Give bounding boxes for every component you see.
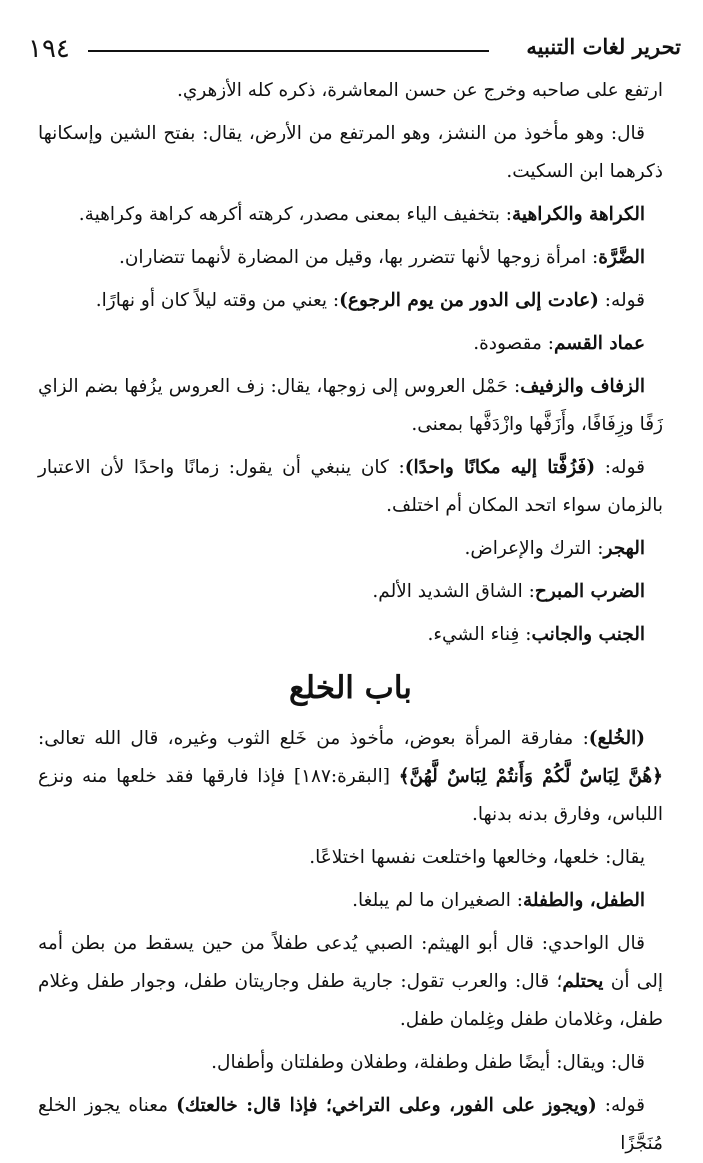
chapter-heading: باب الخلع	[289, 670, 412, 706]
paragraph-text-continued: ؛ قال: والعرب تقول: جارية طفل وجاريتان طفل، وجوار طفل وغلام طفل، وغلامان طفل وغِلمان طفل.	[38, 971, 663, 1030]
running-title: تحرير لغات التنبيه	[526, 34, 681, 59]
definition-entry	[38, 239, 663, 277]
entry-term: (ويجوز على الفور، وعلى التراخي؛ فإذا قال: خالعتك)	[176, 1095, 597, 1116]
page-header	[20, 30, 681, 66]
definition-entry	[38, 573, 663, 611]
entry-lead: قوله:	[595, 457, 645, 478]
entry-term: (عادت إلى الدور من يوم الرجوع)	[339, 290, 599, 311]
definition-entry	[38, 282, 663, 320]
definition-entry	[38, 196, 663, 234]
entry-lead: قوله:	[598, 290, 645, 311]
definition-entry	[38, 449, 663, 525]
quran-quote: ﴿هُنَّ لِبَاسٌ لَّكُمْ وَأَنتُمْ لِبَاسٌ لَّهُنَّ﴾	[398, 766, 663, 787]
entry-text: : امرأة زوجها لأنها تتضرر بها، وقيل من المضارة لأنهما تتضاران.	[118, 247, 599, 268]
emphasized-word: يحتلم	[562, 971, 604, 992]
entry-text: : فِناء الشيء.	[427, 624, 532, 645]
paragraph: يقال: خلعها، وخالعها واختلعت نفسها اختلاعًا.	[309, 847, 645, 868]
entry-text: : مقصودة.	[473, 333, 554, 354]
entry-term: الزفاف والزفيف	[520, 376, 645, 397]
definition-entry	[38, 616, 663, 654]
definition-entry	[38, 325, 663, 363]
entry-term: الجنب والجانب	[531, 624, 645, 645]
paragraph-text: قال الواحدي: قال أبو الهيثم: الصبي يُدعى طفلاً من حين يسقط من بطن أمه إلى أن	[38, 933, 663, 992]
definition-entry	[38, 720, 663, 834]
entry-term: الطفل، والطفلة	[522, 890, 645, 911]
definition-entry	[38, 368, 663, 444]
entry-text: : كان ينبغي أن يقول: زمانًا واحدًا لأن الاعتبار بالزمان سواء اتحد المكان أم اختلف.	[38, 457, 663, 516]
page-body	[38, 72, 663, 1163]
entry-text-continued: [البقرة:١٨٧] فإذا فارقها فقد خلعها منه ونزع اللباس، وفارق بدنه بدنها.	[38, 766, 663, 825]
entry-term: الضَّرَّة	[598, 247, 645, 268]
entry-term: الضرب المبرح	[534, 581, 645, 602]
entry-text: : حَمْل العروس إلى زوجها، يقال: زف العروس يزُفها بضم الزاي زَفًا وزِفَافًا، وأَزَفَّها وازْدَفَّها بمعنى.	[38, 376, 663, 435]
entry-text: : بتخفيف الياء بمعنى مصدر، كرهته أكرهه كراهة وكراهية.	[78, 204, 512, 225]
paragraph: ارتفع على صاحبه وخرج عن حسن المعاشرة، ذكره كله الأزهري.	[176, 80, 663, 101]
paragraph: قال: وهو مأخوذ من النشز، وهو المرتفع من الأرض، يقال: بفتح الشين وإسكانها ذكرهما ابن السكيت.	[38, 123, 663, 182]
entry-text: : الترك والإعراض.	[464, 538, 604, 559]
entry-text: : يعني من وقته ليلاً كان أو نهارًا.	[95, 290, 340, 311]
entry-text: معناه يجوز الخلع مُنَجَّزًا	[38, 1095, 663, 1154]
entry-term: (الخُلع)	[588, 728, 645, 749]
entry-term: عماد القسم	[553, 333, 645, 354]
entry-term: الهجر	[603, 538, 645, 559]
entry-text: : الشاق الشديد الألم.	[372, 581, 535, 602]
definition-entry	[38, 1087, 663, 1163]
entry-lead: قوله:	[596, 1095, 645, 1116]
definition-entry	[38, 882, 663, 920]
entry-text: : مفارقة المرأة بعوض، مأخوذ من خَلع الثوب وغيره، قال الله تعالى:	[38, 728, 589, 749]
paragraph	[38, 925, 663, 1039]
paragraph: قال: ويقال: أيضًا طفل وطفلة، وطفلان وطفلتان وأطفال.	[211, 1052, 645, 1073]
definition-entry	[38, 530, 663, 568]
header-rule	[88, 50, 489, 52]
page-number: ١٩٤	[28, 34, 70, 64]
entry-term: الكراهة والكراهية	[512, 204, 645, 225]
entry-term: (فَزُفَّتا إليه مكانًا واحدًا)	[404, 457, 596, 478]
entry-text: : الصغيران ما لم يبلغا.	[352, 890, 523, 911]
